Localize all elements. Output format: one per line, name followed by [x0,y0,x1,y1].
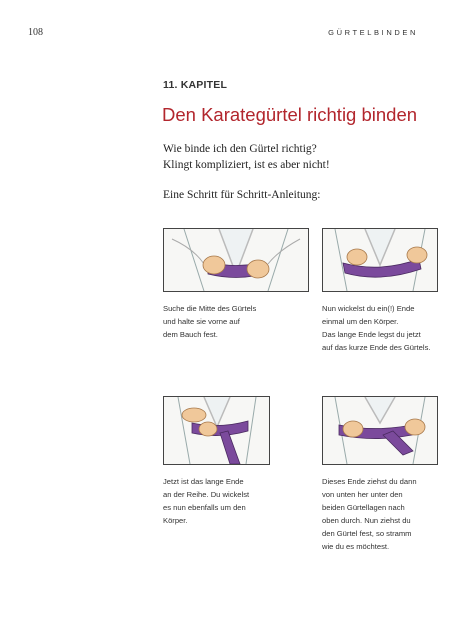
hand-icon [203,256,225,274]
page-number: 108 [28,27,43,38]
intro-text [163,141,330,173]
step-1-illustration [163,228,309,292]
steps-heading: Eine Schritt für Schritt-Anleitung: [163,189,321,201]
hand-icon [199,422,217,436]
caption-line: wie du es möchtest. [322,542,390,551]
hand-icon [407,247,427,263]
karate-gi-illustration [323,397,437,464]
karate-gi-illustration [164,397,269,464]
hand-icon [405,419,425,435]
step-4-illustration [322,396,438,465]
caption-line: Das lange Ende legst du jetzt [322,330,421,339]
karate-gi-illustration [164,229,308,291]
hand-icon [343,421,363,437]
caption-line: auf das kurze Ende des Gürtels. [322,343,431,352]
caption-line: Jetzt ist das lange Ende [163,477,244,486]
caption-line: den Gürtel fest, so stramm [322,529,412,538]
intro-line: Wie binde ich den Gürtel richtig? [163,143,317,155]
chapter-label: 11. KAPITEL [163,79,228,91]
caption-line: und halte sie vorne auf [163,317,240,326]
caption-line: es nun ebenfalls um den [163,503,246,512]
caption-line: einmal um den Körper. [322,317,399,326]
hand-icon [182,408,206,422]
running-header: GÜRTELBINDEN [328,28,418,37]
caption-line: Nun wickelst du ein(!) Ende [322,304,415,313]
caption-line: Suche die Mitte des Gürtels [163,304,257,313]
caption-line: oben durch. Nun ziehst du [322,516,411,525]
step-3-caption [163,475,308,527]
caption-line: beiden Gürtellagen nach [322,503,405,512]
caption-line: dem Bauch fest. [163,330,218,339]
step-2-illustration [322,228,438,292]
step-1-caption [163,302,308,341]
intro-line: Klingt kompliziert, ist es aber nicht! [163,159,330,171]
step-4-caption [322,475,467,553]
karate-gi-illustration [323,229,437,291]
page-title: Den Karategürtel richtig binden [162,104,418,125]
caption-line: an der Reihe. Du wickelst [163,490,250,499]
step-3-illustration [163,396,270,465]
hand-icon [247,260,269,278]
caption-line: von unten her unter den [322,490,403,499]
caption-line: Dieses Ende ziehst du dann [322,477,417,486]
caption-line: Körper. [163,516,188,525]
step-2-caption [322,302,467,354]
hand-icon [347,249,367,265]
